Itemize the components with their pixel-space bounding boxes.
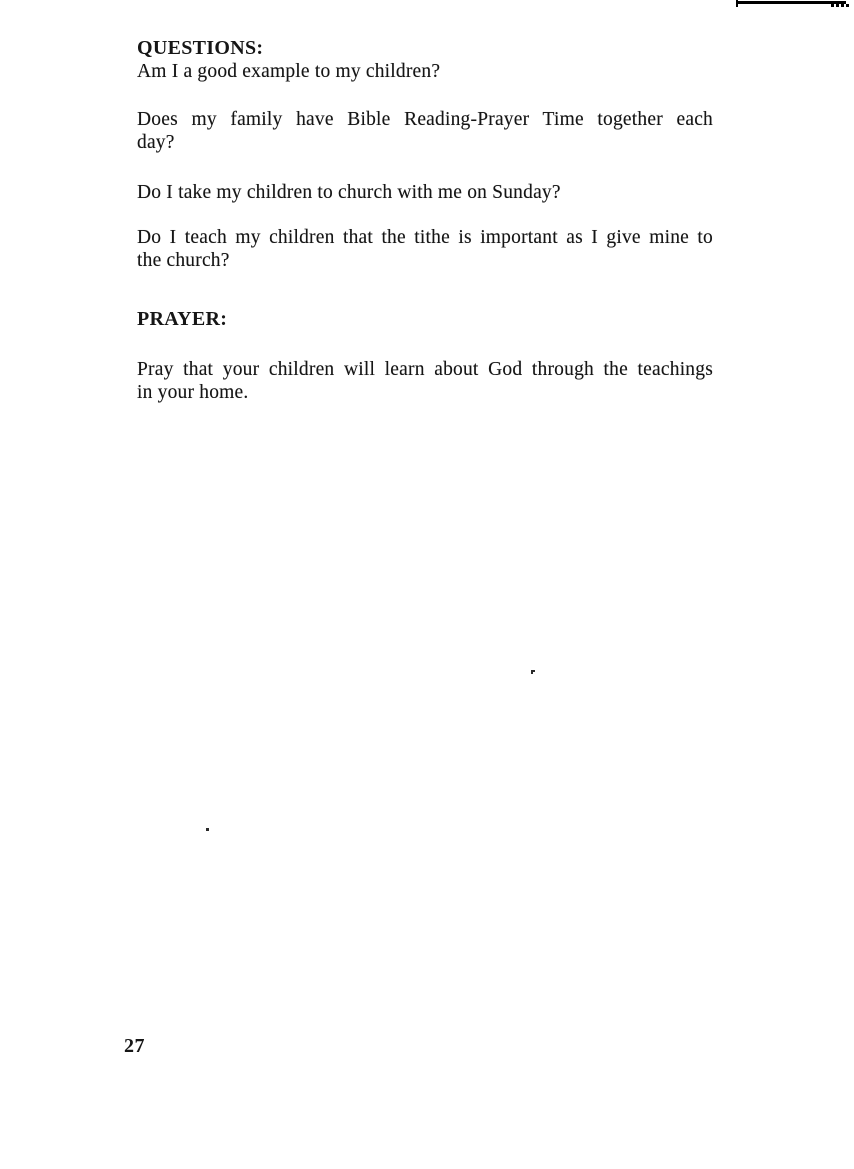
question-line: Does my family have Bible Reading-Prayer Time together each xyxy=(137,109,713,130)
scan-artifact-line xyxy=(738,1,846,4)
question-item xyxy=(137,181,713,204)
question-item xyxy=(137,108,713,154)
page-content xyxy=(137,37,713,404)
prayer-line: Pray that your children will learn about God through the teachings xyxy=(137,359,713,380)
prayer-line: in your home. xyxy=(137,382,249,403)
prayer-paragraph xyxy=(137,358,713,404)
question-line: the church? xyxy=(137,250,230,271)
scan-artifact-tick xyxy=(736,0,738,7)
questions-heading: QUESTIONS: xyxy=(137,37,264,59)
question-line: Do I take my children to church with me on Sunday? xyxy=(137,182,561,203)
question-line: Do I teach my children that the tithe is important as I give mine to xyxy=(137,227,713,248)
scan-artifact-dots xyxy=(831,4,849,7)
page-number: 27 xyxy=(124,1035,145,1057)
question-item xyxy=(137,226,713,272)
prayer-heading: PRAYER: xyxy=(137,308,228,330)
scan-speck xyxy=(531,672,533,674)
question-line: day? xyxy=(137,132,175,153)
question-item xyxy=(137,60,713,83)
question-line: Am I a good example to my children? xyxy=(137,61,441,82)
scan-speck xyxy=(206,828,209,831)
